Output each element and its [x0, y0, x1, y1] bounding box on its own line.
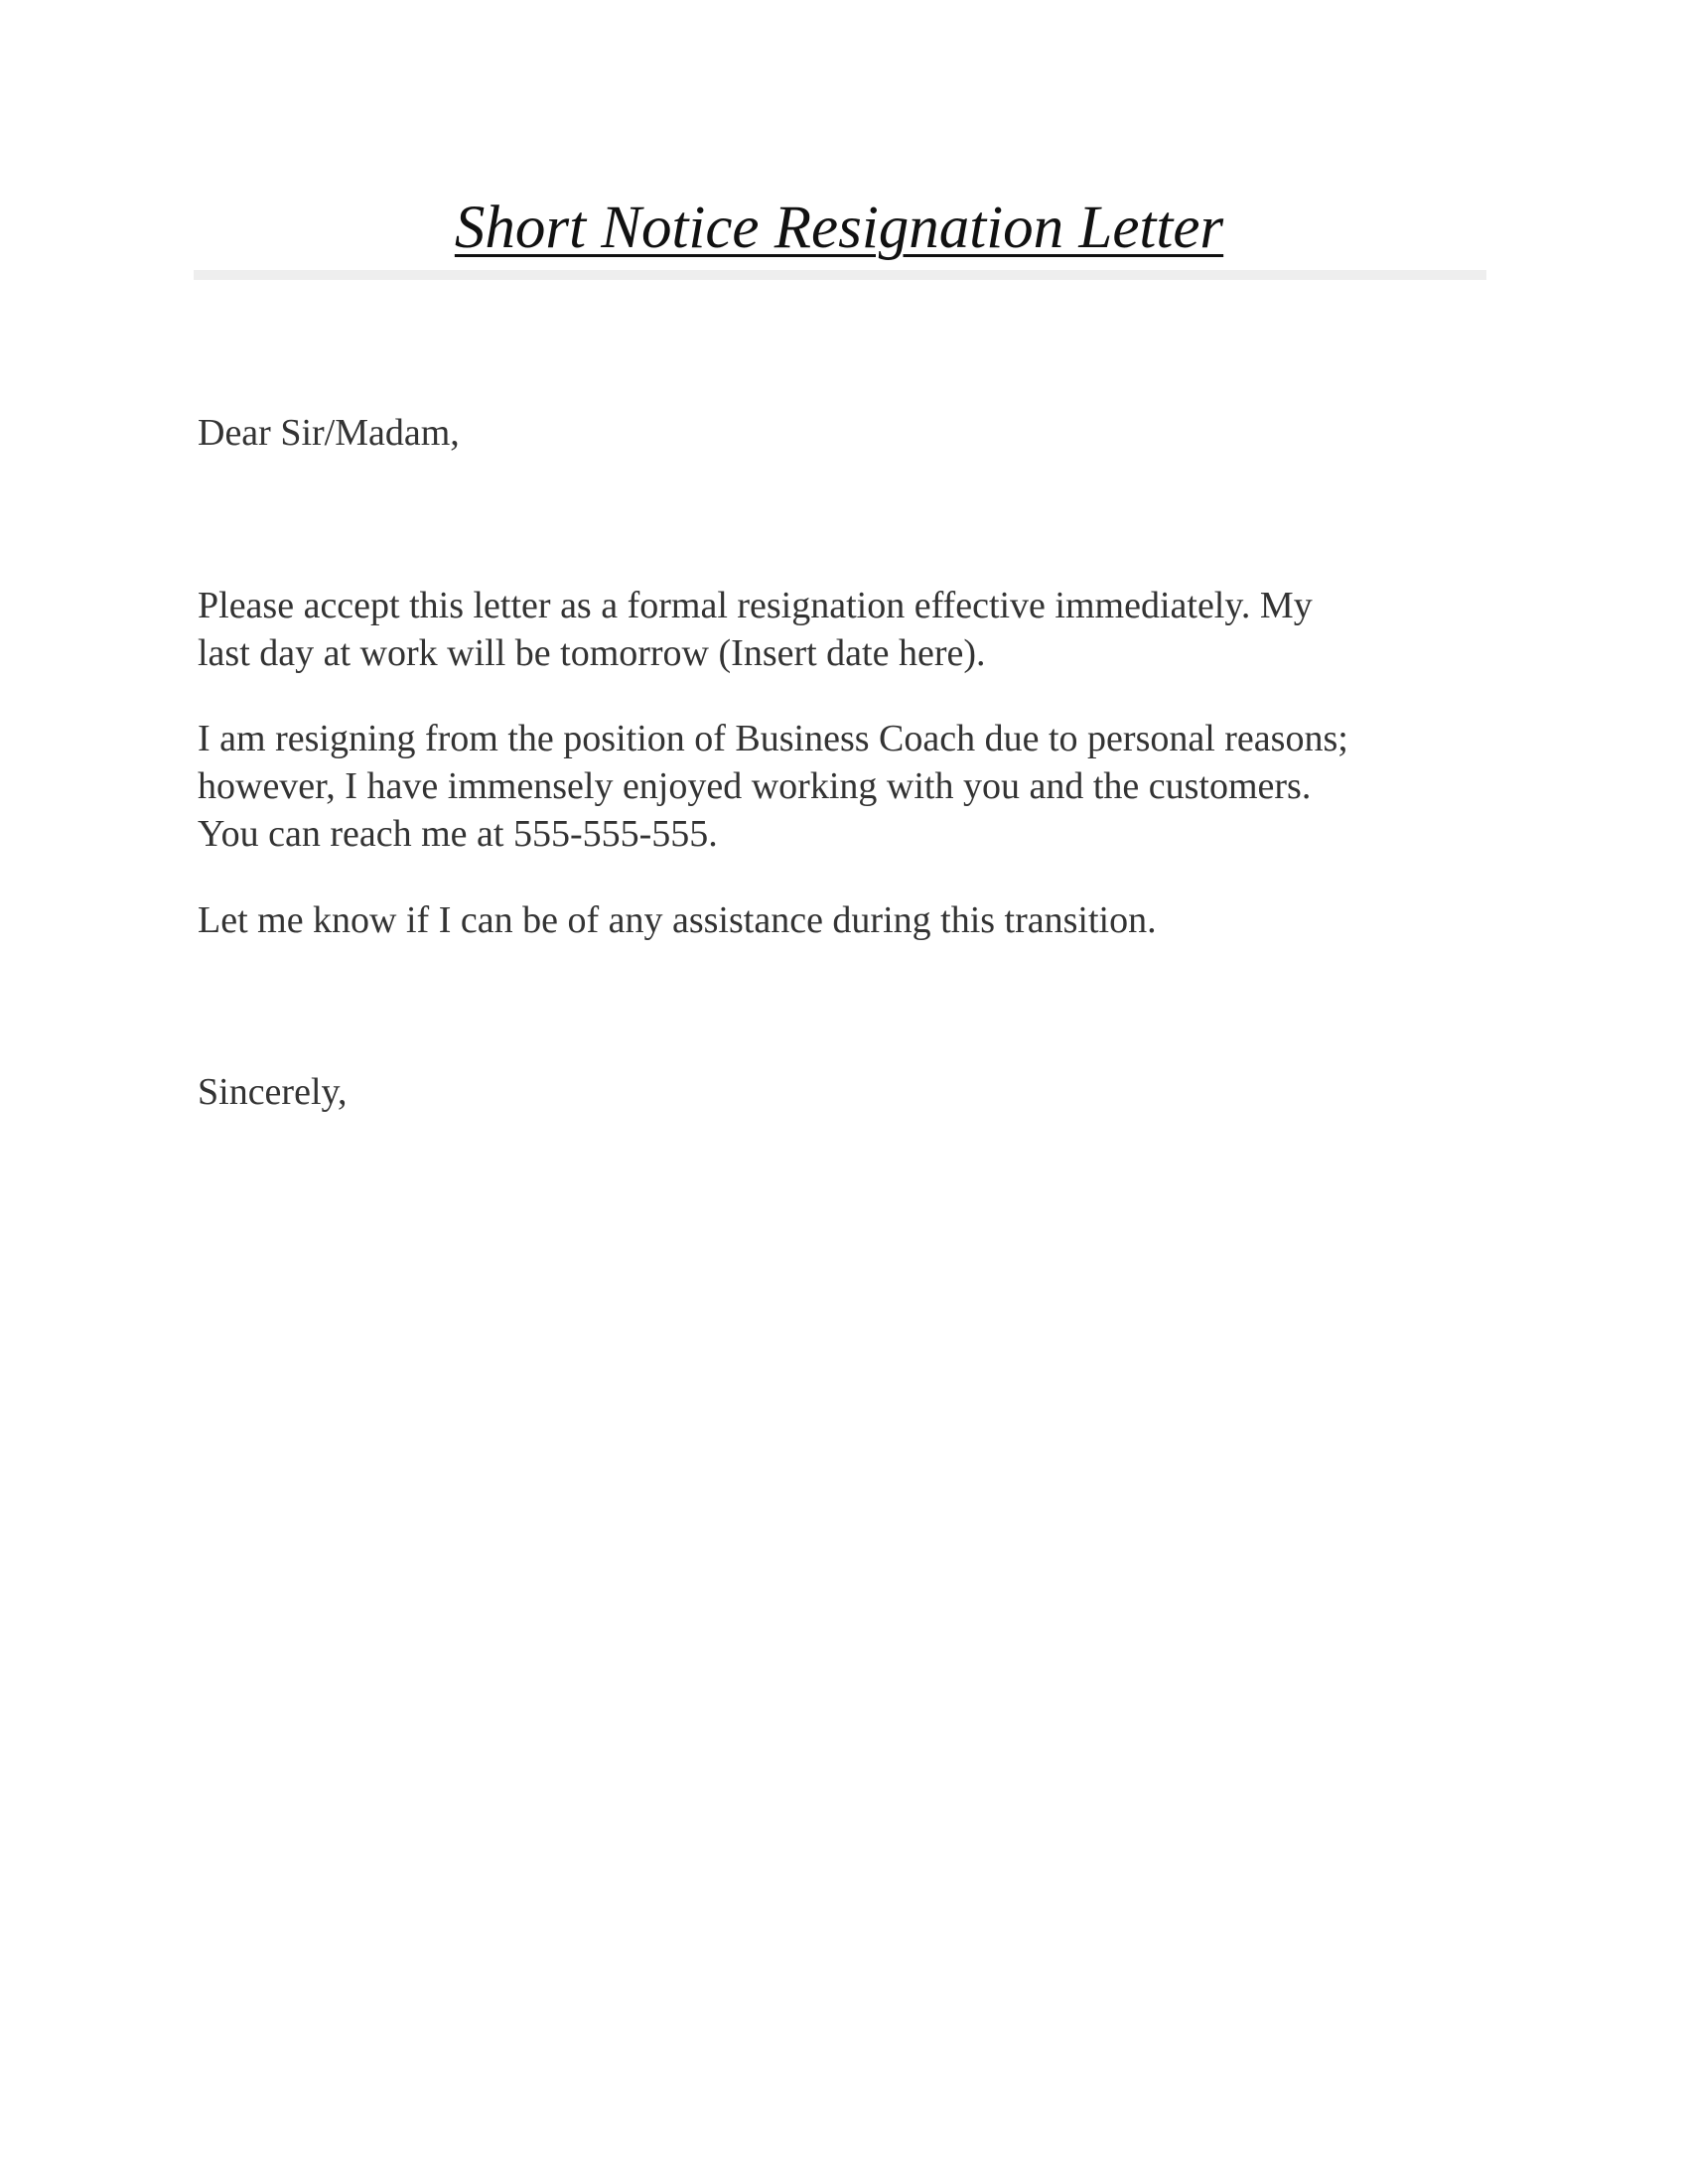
paragraph-line: last day at work will be tomorrow (Insert date here). [198, 632, 986, 674]
paragraph-assistance [198, 896, 1518, 944]
closing: Sincerely, [198, 1071, 348, 1113]
paragraph-line: You can reach me at 555-555-555. [198, 813, 718, 855]
paragraph-line: Let me know if I can be of any assistance during this transition. [198, 899, 1157, 941]
paragraph-line: Please accept this letter as a formal resignation effective immediately. My [198, 585, 1313, 626]
paragraph-resignation [198, 582, 1518, 677]
document-title: Short Notice Resignation Letter [454, 195, 1224, 261]
salutation: Dear Sir/Madam, [198, 412, 460, 454]
paragraph-line: however, I have immensely enjoyed working with you and the customers. [198, 765, 1312, 807]
paragraph-line: I am resigning from the position of Business Coach due to personal reasons; [198, 718, 1348, 759]
title-container [194, 195, 1484, 261]
paragraph-reason [198, 715, 1518, 858]
title-divider [194, 270, 1486, 280]
